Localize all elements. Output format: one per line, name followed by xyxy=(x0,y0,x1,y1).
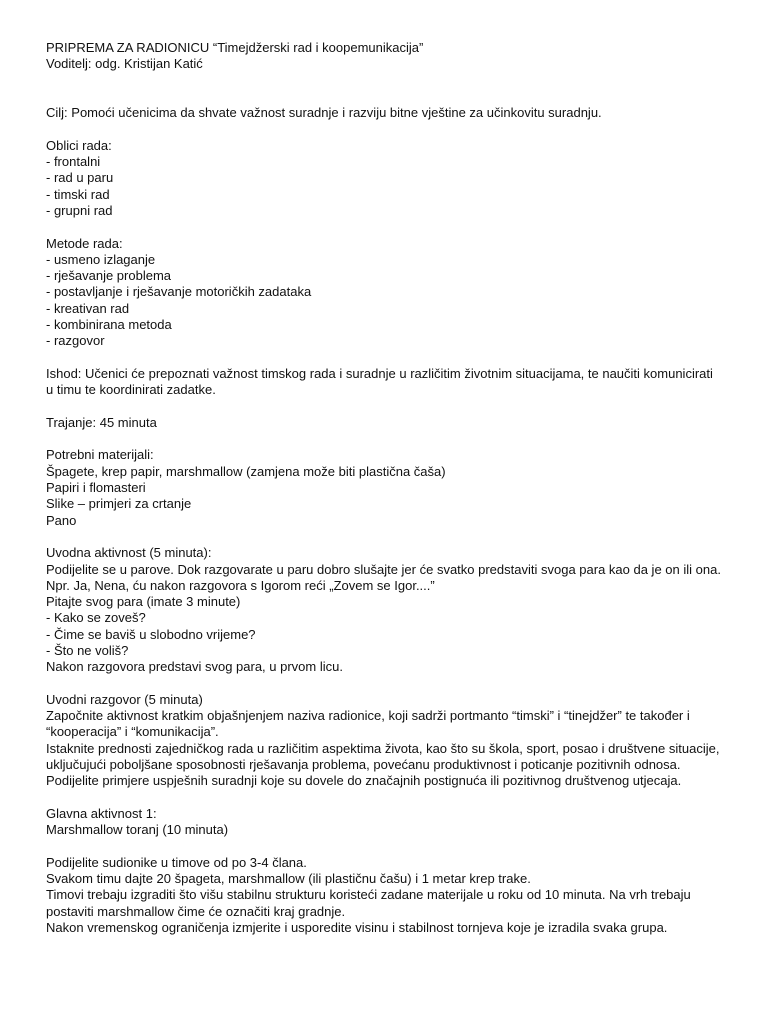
main-activity-subheading: Marshmallow toranj (10 minuta) xyxy=(46,822,229,838)
outcome-text: Ishod: Učenici će prepoznati važnost timskog rada i suradnje u različitim životnim situacijama, te naučiti komunicirati xyxy=(46,365,713,381)
paragraph-line: Pitajte svog para (imate 3 minute) xyxy=(46,594,241,610)
paragraph-line: postaviti marshmallow čime će označiti kraj gradnje. xyxy=(46,903,346,919)
list-item: - Čime se baviš u slobodno vrijeme? xyxy=(46,626,256,642)
paragraph-line: Istaknite prednosti zajedničkog rada u različitim aspektima života, kao što su škola, sport, posao i društvene situacije, xyxy=(46,740,720,756)
list-item: Pano xyxy=(46,512,77,528)
outcome-text-continued: u timu te koordinirati zadatke. xyxy=(46,382,216,398)
paragraph-line: Podijelite se u parove. Dok razgovarate u paru dobro slušajte jer će svatko predstaviti svoga para kao da je on ili ona. xyxy=(46,561,721,577)
paragraph-line: Npr. Ja, Nena, ću nakon razgovora s Igorom reći „Zovem se Igor....” xyxy=(46,577,435,593)
materials-section xyxy=(46,447,736,528)
duration-text: Trajanje: 45 minuta xyxy=(46,414,157,430)
workshop-leader: Voditelj: odg. Kristijan Katić xyxy=(46,56,203,72)
work-forms-section xyxy=(46,138,736,219)
work-methods-heading: Metode rada: xyxy=(46,235,123,251)
list-item: - frontalni xyxy=(46,154,101,170)
work-methods-section xyxy=(46,236,736,350)
work-forms-heading: Oblici rada: xyxy=(46,137,112,153)
paragraph-line: Podijelite primjere uspješnih suradnji koje su dovele do značajnih postignuća ili pozitivnog društvenog utjecaja. xyxy=(46,773,682,789)
list-item: - razgovor xyxy=(46,333,105,349)
list-item: - timski rad xyxy=(46,186,110,202)
goal-text: Cilj: Pomoći učenicima da shvate važnost suradnje i razviju bitne vještine za učinkovitu suradnju. xyxy=(46,105,602,121)
paragraph-line: Započnite aktivnost kratkim objašnjenjem naziva radionice, koji sadrži portmanto “timski” i “tinejdžer” te također i xyxy=(46,708,690,724)
list-item: - rješavanje problema xyxy=(46,268,172,284)
main-activity-heading: Glavna aktivnost 1: xyxy=(46,805,157,821)
list-item: Slike – primjeri za crtanje xyxy=(46,496,192,512)
paragraph-line: “kooperacija” i “komunikacija”. xyxy=(46,724,219,740)
intro-talk-section xyxy=(46,692,736,790)
paragraph-line: uključujući poboljšane sposobnosti rješavanja problema, povećanu produktivnost i poticanje pozitivnih odnosa. xyxy=(46,757,681,773)
paragraph-line: Timovi trebaju izgraditi što višu stabilnu strukturu koristeći zadane materijale u roku od 10 minuta. Na vrh trebaju xyxy=(46,887,691,903)
list-item: - kreativan rad xyxy=(46,300,130,316)
main-activity-section xyxy=(46,806,736,936)
intro-activity-section xyxy=(46,545,736,675)
list-item: - usmeno izlaganje xyxy=(46,251,156,267)
list-item: - Što ne voliš? xyxy=(46,642,129,658)
paragraph-line: Podijelite sudionike u timove od po 3-4 člana. xyxy=(46,854,307,870)
document-title: PRIPREMA ZA RADIONICU “Timejdžerski rad i koopemunikacija” xyxy=(46,40,424,55)
list-item: - rad u paru xyxy=(46,170,114,186)
paragraph-line: Svakom timu dajte 20 špageta, marshmallow (ili plastičnu čašu) i 1 metar krep trake. xyxy=(46,871,531,887)
document-page xyxy=(46,40,736,936)
materials-heading: Potrebni materijali: xyxy=(46,447,154,463)
list-item: - Kako se zoveš? xyxy=(46,610,146,626)
intro-talk-heading: Uvodni razgovor (5 minuta) xyxy=(46,691,203,707)
outcome-section xyxy=(46,366,736,399)
paragraph-line: Nakon razgovora predstavi svog para, u prvom licu. xyxy=(46,659,343,675)
list-item: - grupni rad xyxy=(46,202,113,218)
paragraph-line: Nakon vremenskog ograničenja izmjerite i usporedite visinu i stabilnost tornjeva koje je izradila svaka grupa. xyxy=(46,920,668,936)
list-item: - postavljanje i rješavanje motoričkih zadataka xyxy=(46,284,312,300)
document-header xyxy=(46,40,736,73)
list-item: Papiri i flomasteri xyxy=(46,480,146,496)
list-item: Špagete, krep papir, marshmallow (zamjena može biti plastična čaša) xyxy=(46,463,446,479)
intro-activity-heading: Uvodna aktivnost (5 minuta): xyxy=(46,545,212,561)
list-item: - kombinirana metoda xyxy=(46,317,172,333)
